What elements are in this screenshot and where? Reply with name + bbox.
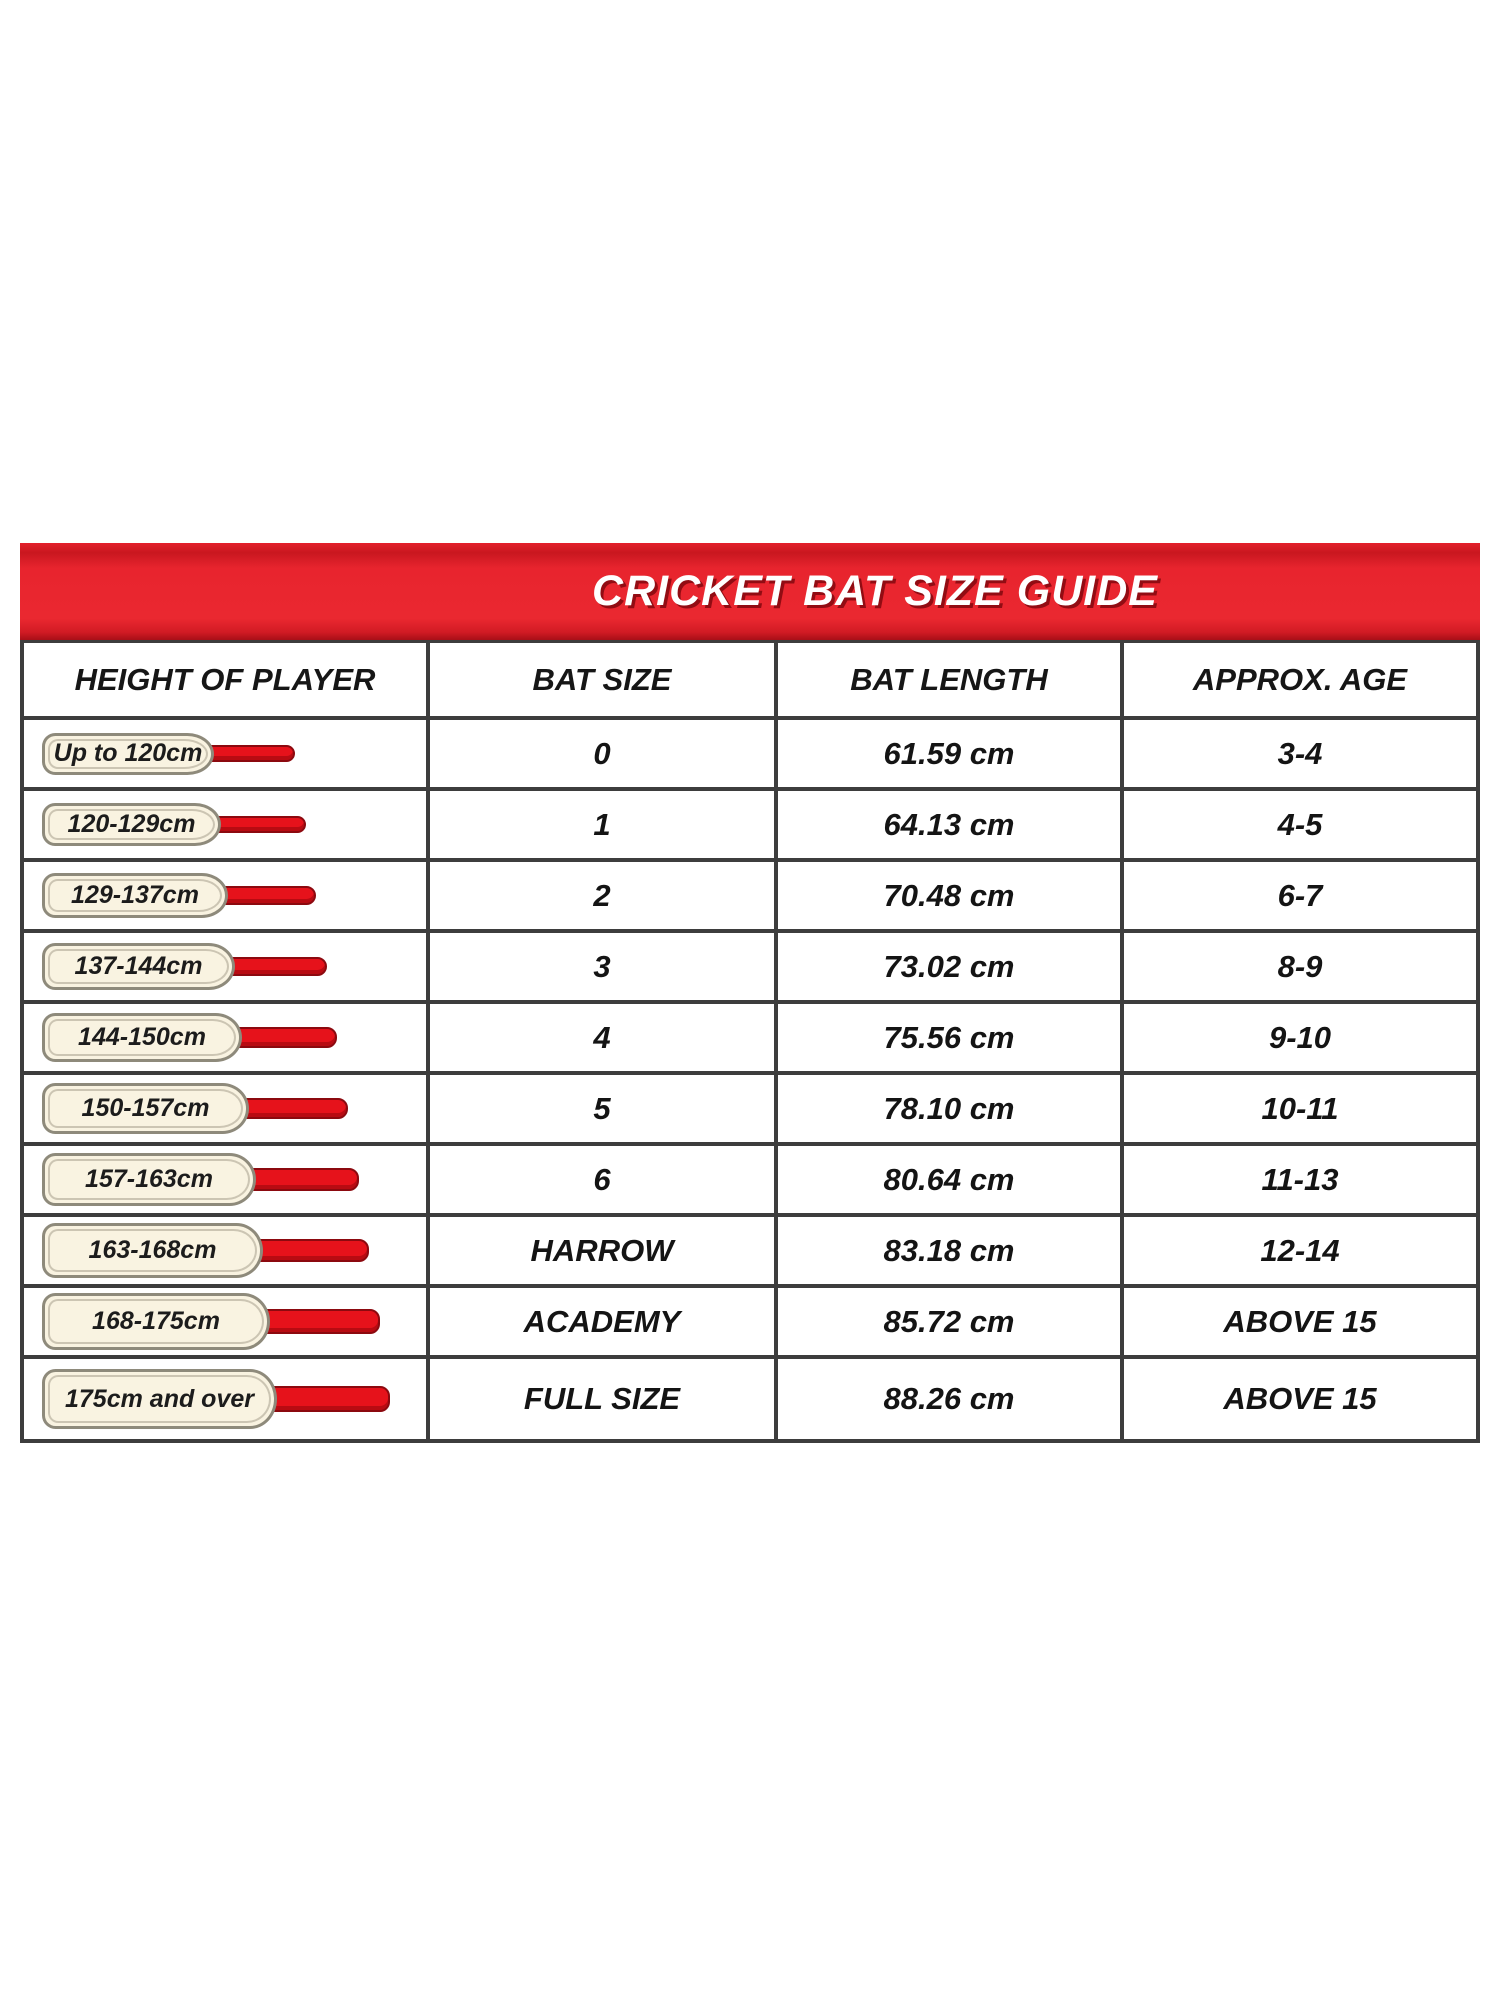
cricket-bat-icon [24, 1153, 359, 1206]
bat-blade [42, 1013, 242, 1063]
approx-age-cell: 8-9 [1120, 933, 1476, 1000]
column-header-bat-length: BAT LENGTH [774, 643, 1120, 716]
title-banner [20, 543, 1480, 640]
approx-age-cell: 6-7 [1120, 862, 1476, 929]
height-of-player-cell [24, 1075, 426, 1142]
cricket-bat-icon [24, 733, 295, 775]
size-table [20, 640, 1480, 1443]
table-row [24, 1071, 1476, 1142]
height-of-player-cell [24, 933, 426, 1000]
height-label: 150-157cm [81, 1094, 210, 1122]
bat-handle-icon [254, 1239, 369, 1262]
height-label: 175cm and over [65, 1384, 254, 1413]
height-of-player-cell [24, 720, 426, 787]
bat-handle-icon [233, 1027, 337, 1048]
bat-size-cell: 2 [426, 862, 774, 929]
height-label: 137-144cm [74, 952, 203, 980]
bat-length-cell: 73.02 cm [774, 933, 1120, 1000]
bat-size-cell: 0 [426, 720, 774, 787]
height-of-player-cell [24, 1004, 426, 1071]
approx-age-cell: 4-5 [1120, 791, 1476, 858]
cricket-bat-icon [24, 1293, 380, 1350]
cricket-bat-icon [24, 1223, 369, 1278]
bat-size-cell: HARROW [426, 1217, 774, 1284]
table-row [24, 858, 1476, 929]
bat-length-cell: 88.26 cm [774, 1359, 1120, 1439]
cricket-bat-icon [24, 1369, 390, 1428]
approx-age-cell: 3-4 [1120, 720, 1476, 787]
bat-size-cell: 1 [426, 791, 774, 858]
height-label: 129-137cm [71, 880, 199, 909]
bat-handle-icon [205, 745, 295, 762]
bat-blade [42, 1083, 249, 1135]
bat-length-cell: 78.10 cm [774, 1075, 1120, 1142]
bat-handle-icon [226, 957, 327, 977]
height-label: 168-175cm [92, 1307, 220, 1335]
bat-length-cell: 75.56 cm [774, 1004, 1120, 1071]
bat-handle-icon [247, 1168, 359, 1190]
bat-blade [42, 873, 228, 919]
height-label: 120-129cm [67, 809, 196, 838]
table-row [24, 716, 1476, 787]
column-header-height-of-player: HEIGHT OF PLAYER [74, 661, 376, 697]
approx-age-cell: 12-14 [1120, 1217, 1476, 1284]
approx-age-cell: 11-13 [1120, 1146, 1476, 1213]
bat-handle-icon [219, 886, 316, 905]
bat-blade [42, 1369, 277, 1428]
bat-handle-icon [261, 1309, 380, 1333]
cricket-bat-icon [24, 803, 306, 847]
table-row [24, 787, 1476, 858]
bat-handle-icon [240, 1098, 348, 1120]
height-of-player-cell [24, 791, 426, 858]
bat-blade [42, 1223, 263, 1278]
page-title: CRICKET BAT SIZE GUIDE [592, 567, 1158, 615]
bat-blade [42, 1293, 270, 1350]
height-of-player-cell [24, 862, 426, 929]
bat-size-cell: FULL SIZE [426, 1359, 774, 1439]
column-header-approx-age: APPROX. AGE [1120, 643, 1476, 716]
approx-age-cell: 10-11 [1120, 1075, 1476, 1142]
approx-age-cell: ABOVE 15 [1120, 1288, 1476, 1355]
approx-age-cell: ABOVE 15 [1120, 1359, 1476, 1439]
table-body [24, 716, 1476, 1439]
height-label: 144-150cm [78, 1023, 206, 1051]
column-header-bat-size: BAT SIZE [426, 643, 774, 716]
table-header-row [24, 643, 1476, 716]
bat-handle-icon [268, 1386, 390, 1411]
bat-size-cell: 4 [426, 1004, 774, 1071]
cricket-bat-icon [24, 943, 327, 991]
cricket-bat-size-guide [20, 543, 1480, 1443]
cricket-bat-icon [24, 1013, 337, 1063]
bat-length-cell: 80.64 cm [774, 1146, 1120, 1213]
bat-blade [42, 943, 235, 991]
height-label: 163-168cm [88, 1235, 217, 1264]
bat-length-cell: 70.48 cm [774, 862, 1120, 929]
bat-blade [42, 1153, 256, 1206]
bat-handle-icon [212, 816, 306, 834]
table-row [24, 1284, 1476, 1355]
approx-age-cell: 9-10 [1120, 1004, 1476, 1071]
cricket-bat-icon [24, 873, 316, 919]
height-of-player-cell [24, 1288, 426, 1355]
height-label: Up to 120cm [53, 739, 203, 767]
bat-size-cell: ACADEMY [426, 1288, 774, 1355]
height-of-player-cell [24, 1217, 426, 1284]
bat-length-cell: 83.18 cm [774, 1217, 1120, 1284]
bat-size-cell: 5 [426, 1075, 774, 1142]
height-of-player-cell [24, 1359, 426, 1439]
bat-length-cell: 61.59 cm [774, 720, 1120, 787]
table-row [24, 1142, 1476, 1213]
table-row [24, 1355, 1476, 1439]
bat-length-cell: 64.13 cm [774, 791, 1120, 858]
bat-size-cell: 3 [426, 933, 774, 1000]
table-row [24, 1213, 1476, 1284]
height-label: 157-163cm [85, 1164, 213, 1193]
bat-size-cell: 6 [426, 1146, 774, 1213]
bat-length-cell: 85.72 cm [774, 1288, 1120, 1355]
table-row [24, 929, 1476, 1000]
table-row [24, 1000, 1476, 1071]
bat-blade [42, 733, 214, 775]
bat-blade [42, 803, 221, 847]
cricket-bat-icon [24, 1083, 348, 1135]
height-of-player-cell [24, 1146, 426, 1213]
